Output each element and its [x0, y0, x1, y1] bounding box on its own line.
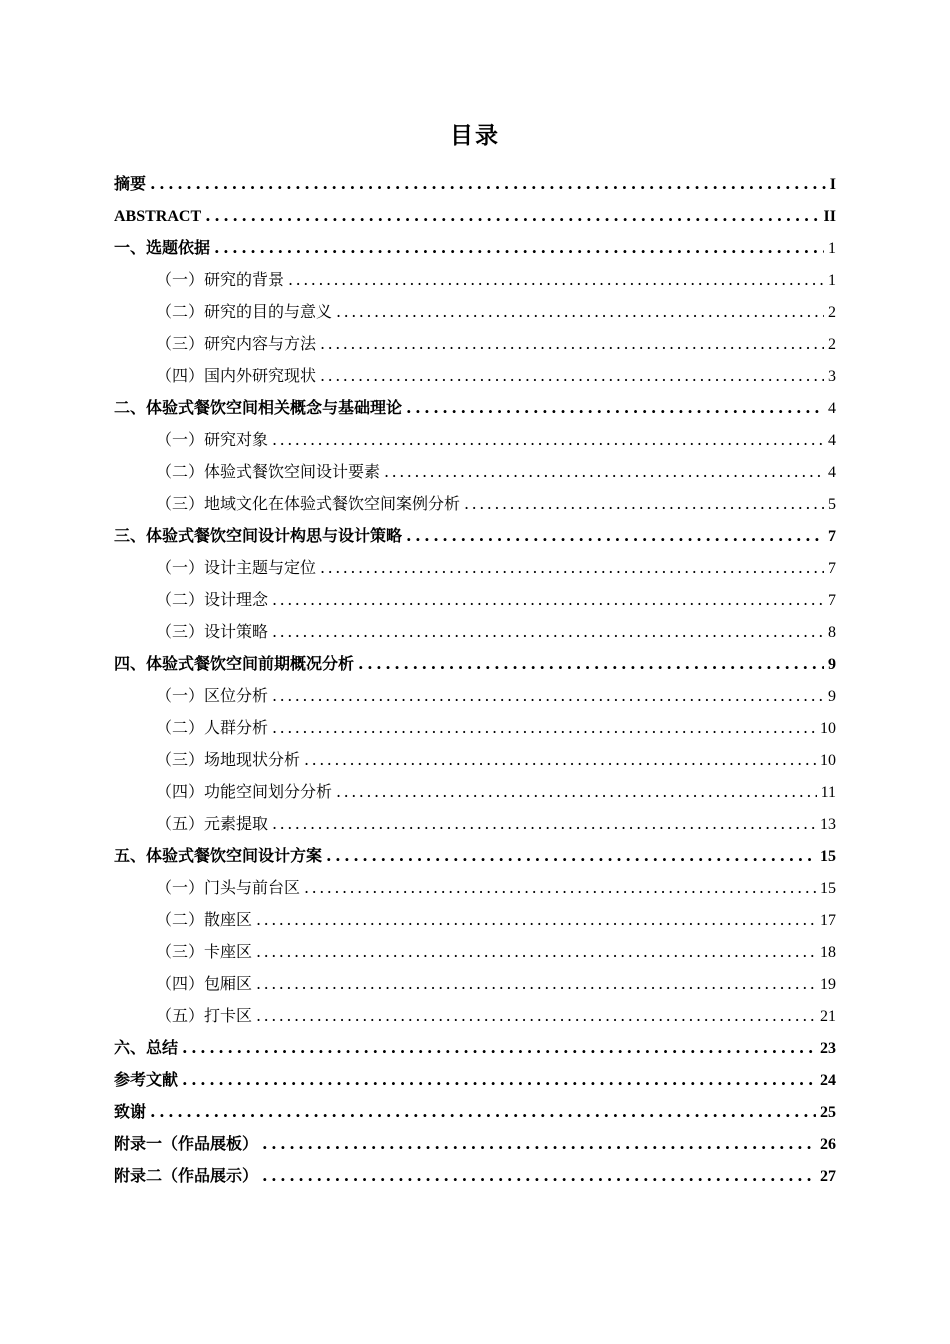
toc-leader-dots — [336, 776, 817, 808]
toc-entry[interactable] — [114, 264, 836, 296]
toc-entry-label: 四、体验式餐饮空间前期概况分析 — [114, 654, 355, 673]
toc-entry[interactable] — [114, 744, 836, 776]
toc-leader-dots — [384, 456, 824, 488]
toc-entry-page: 7 — [828, 528, 836, 545]
toc-entry-page: 23 — [820, 1040, 836, 1057]
toc-entry-label: 致谢 — [114, 1102, 147, 1121]
toc-entry-label: 三、体验式餐饮空间设计构思与设计策略 — [114, 526, 403, 545]
toc-leader-dots — [272, 616, 824, 648]
toc-entry[interactable] — [114, 616, 836, 648]
toc-leader-dots — [358, 648, 824, 680]
toc-leader-dots — [326, 840, 816, 872]
toc-entry[interactable] — [114, 296, 836, 328]
toc-entry[interactable] — [114, 936, 836, 968]
toc-entry-page: 7 — [828, 560, 836, 577]
toc-leader-dots — [272, 424, 824, 456]
toc-entry[interactable] — [114, 1096, 836, 1128]
toc-leader-dots — [406, 520, 824, 552]
toc-entry[interactable] — [114, 1064, 836, 1096]
toc-entry-label: 六、总结 — [114, 1038, 179, 1057]
toc-leader-dots — [304, 872, 816, 904]
toc-entry-label: 一、选题依据 — [114, 238, 211, 257]
toc-entry[interactable] — [114, 680, 836, 712]
toc-entry-label: （三）卡座区 — [156, 942, 253, 961]
toc-entry-page: 7 — [828, 592, 836, 609]
toc-entry-page: 4 — [828, 432, 836, 449]
toc-entry-label: ABSTRACT — [114, 208, 202, 225]
toc-leader-dots — [182, 1032, 816, 1064]
toc-entry[interactable] — [114, 360, 836, 392]
toc-entry-label: （五）元素提取 — [156, 814, 269, 833]
table-of-contents — [114, 168, 836, 1192]
toc-entry-page: II — [823, 208, 836, 225]
toc-leader-dots — [205, 200, 819, 232]
toc-entry-label: （五）打卡区 — [156, 1006, 253, 1025]
toc-entry-label: （四）包厢区 — [156, 974, 253, 993]
toc-entry[interactable] — [114, 1160, 836, 1192]
toc-leader-dots — [320, 360, 824, 392]
toc-entry[interactable] — [114, 872, 836, 904]
toc-leader-dots — [320, 328, 824, 360]
toc-entry-label: 摘要 — [114, 174, 147, 193]
toc-leader-dots — [304, 744, 816, 776]
toc-entry[interactable] — [114, 552, 836, 584]
toc-leader-dots — [150, 1096, 816, 1128]
toc-entry-page: 19 — [820, 976, 836, 993]
toc-entry[interactable] — [114, 1128, 836, 1160]
toc-leader-dots — [256, 1000, 816, 1032]
toc-leader-dots — [272, 808, 816, 840]
toc-leader-dots — [272, 712, 816, 744]
toc-entry-page: 10 — [820, 752, 836, 769]
toc-entry[interactable] — [114, 328, 836, 360]
toc-entry[interactable] — [114, 584, 836, 616]
toc-entry-page: 17 — [820, 912, 836, 929]
toc-entry-label: （二）人群分析 — [156, 718, 269, 737]
toc-leader-dots — [182, 1064, 816, 1096]
toc-leader-dots — [320, 552, 824, 584]
toc-entry-page: 26 — [820, 1136, 836, 1153]
toc-entry-label: （一）门头与前台区 — [156, 878, 301, 897]
toc-entry-page: I — [829, 176, 836, 193]
toc-entry-page: 4 — [828, 464, 836, 481]
page-title: 目录 — [450, 123, 500, 149]
toc-leader-dots — [272, 584, 824, 616]
toc-entry[interactable] — [114, 424, 836, 456]
toc-entry-label: （一）区位分析 — [156, 686, 269, 705]
toc-entry[interactable] — [114, 1032, 836, 1064]
toc-entry-page: 9 — [828, 656, 836, 673]
toc-entry-label: （四）功能空间划分分析 — [156, 782, 333, 801]
toc-entry-page: 1 — [828, 272, 836, 289]
toc-entry[interactable] — [114, 488, 836, 520]
toc-entry-label: （二）体验式餐饮空间设计要素 — [156, 462, 381, 481]
toc-entry-page: 9 — [828, 688, 836, 705]
toc-entry-page: 27 — [820, 1168, 836, 1185]
toc-entry[interactable] — [114, 968, 836, 1000]
toc-entry-page: 10 — [820, 720, 836, 737]
toc-entry[interactable] — [114, 520, 836, 552]
toc-leader-dots — [464, 488, 824, 520]
toc-leader-dots — [256, 968, 816, 1000]
toc-entry[interactable] — [114, 840, 836, 872]
toc-entry-label: （三）设计策略 — [156, 622, 269, 641]
toc-entry-label: （二）研究的目的与意义 — [156, 302, 333, 321]
toc-entry-label: （一）研究的背景 — [156, 270, 285, 289]
toc-entry-page: 2 — [828, 304, 836, 321]
toc-entry-page: 18 — [820, 944, 836, 961]
toc-entry-label: （一）设计主题与定位 — [156, 558, 317, 577]
toc-leader-dots — [288, 264, 824, 296]
toc-entry-label: 附录二（作品展示） — [114, 1166, 259, 1185]
toc-leader-dots — [262, 1128, 816, 1160]
toc-entry[interactable] — [114, 808, 836, 840]
toc-entry-page: 24 — [820, 1072, 836, 1089]
toc-leader-dots — [214, 232, 824, 264]
toc-leader-dots — [406, 392, 824, 424]
toc-entry[interactable] — [114, 392, 836, 424]
toc-entry-label: 五、体验式餐饮空间设计方案 — [114, 846, 323, 865]
toc-entry[interactable] — [114, 776, 836, 808]
toc-entry-page: 25 — [820, 1104, 836, 1121]
toc-entry[interactable] — [114, 232, 836, 264]
toc-entry-page: 4 — [828, 400, 836, 417]
toc-entry-label: 附录一（作品展板） — [114, 1134, 259, 1153]
toc-entry-page: 11 — [820, 784, 836, 801]
toc-entry-page: 13 — [820, 816, 836, 833]
toc-entry[interactable] — [114, 1000, 836, 1032]
toc-entry-page: 1 — [828, 240, 836, 257]
toc-entry-label: 参考文献 — [114, 1070, 179, 1089]
toc-entry-page: 21 — [820, 1008, 836, 1025]
toc-entry[interactable] — [114, 904, 836, 936]
toc-entry[interactable] — [114, 712, 836, 744]
toc-leader-dots — [272, 680, 824, 712]
toc-entry-label: （三）场地现状分析 — [156, 750, 301, 769]
toc-entry-label: （四）国内外研究现状 — [156, 366, 317, 385]
toc-entry-label: （二）散座区 — [156, 910, 253, 929]
toc-leader-dots — [256, 904, 816, 936]
toc-leader-dots — [256, 936, 816, 968]
toc-entry-label: （一）研究对象 — [156, 430, 269, 449]
toc-entry-label: （三）地域文化在体验式餐饮空间案例分析 — [156, 494, 461, 513]
toc-entry-page: 8 — [828, 624, 836, 641]
toc-leader-dots — [262, 1160, 816, 1192]
toc-entry-page: 15 — [820, 848, 836, 865]
toc-entry-label: （三）研究内容与方法 — [156, 334, 317, 353]
toc-entry-page: 5 — [828, 496, 836, 513]
toc-entry-page: 3 — [828, 368, 836, 385]
toc-entry-label: 二、体验式餐饮空间相关概念与基础理论 — [114, 398, 403, 417]
toc-entry[interactable] — [114, 648, 836, 680]
toc-leader-dots — [150, 168, 826, 200]
toc-entry[interactable] — [114, 168, 836, 200]
toc-leader-dots — [336, 296, 824, 328]
toc-entry[interactable] — [114, 200, 836, 232]
toc-entry[interactable] — [114, 456, 836, 488]
toc-entry-label: （二）设计理念 — [156, 590, 269, 609]
toc-entry-page: 15 — [820, 880, 836, 897]
toc-entry-page: 2 — [828, 336, 836, 353]
